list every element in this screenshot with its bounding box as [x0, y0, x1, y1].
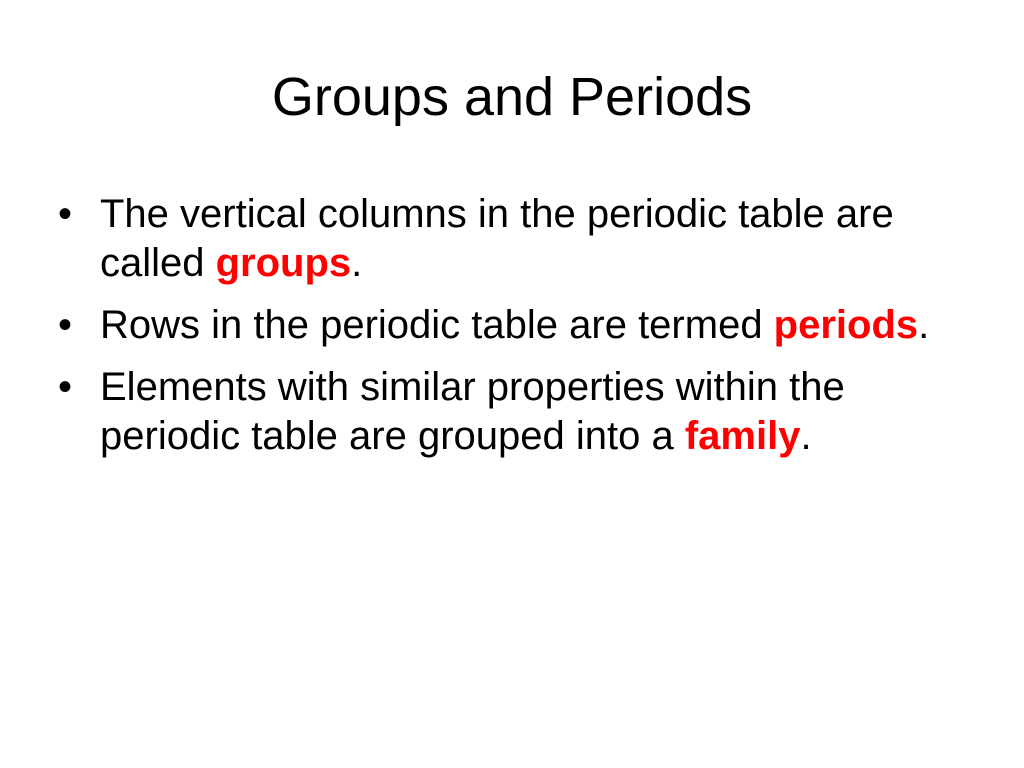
- bullet-text: Elements with similar properties within the periodic table are grouped into a: [100, 365, 845, 458]
- bullet-text: The vertical columns in the periodic table are called: [100, 192, 894, 285]
- keyword-periods: periods: [773, 303, 919, 347]
- keyword-groups: groups: [215, 241, 352, 285]
- bullet-punctuation: .: [918, 303, 930, 347]
- bullet-list: [58, 190, 978, 474]
- slide-title: Groups and Periods: [271, 67, 753, 127]
- bullet-punctuation: .: [351, 241, 363, 285]
- bullet-punctuation: .: [800, 414, 812, 458]
- bullet-text: Rows in the periodic table are termed: [100, 303, 774, 347]
- bullet-item-family: [58, 363, 978, 461]
- bullet-item-periods: [58, 301, 978, 350]
- bullet-icon: •: [58, 303, 73, 347]
- keyword-family: family: [684, 414, 801, 458]
- bullet-item-groups: [58, 190, 978, 288]
- bullet-icon: •: [58, 192, 73, 236]
- bullet-icon: •: [58, 365, 73, 409]
